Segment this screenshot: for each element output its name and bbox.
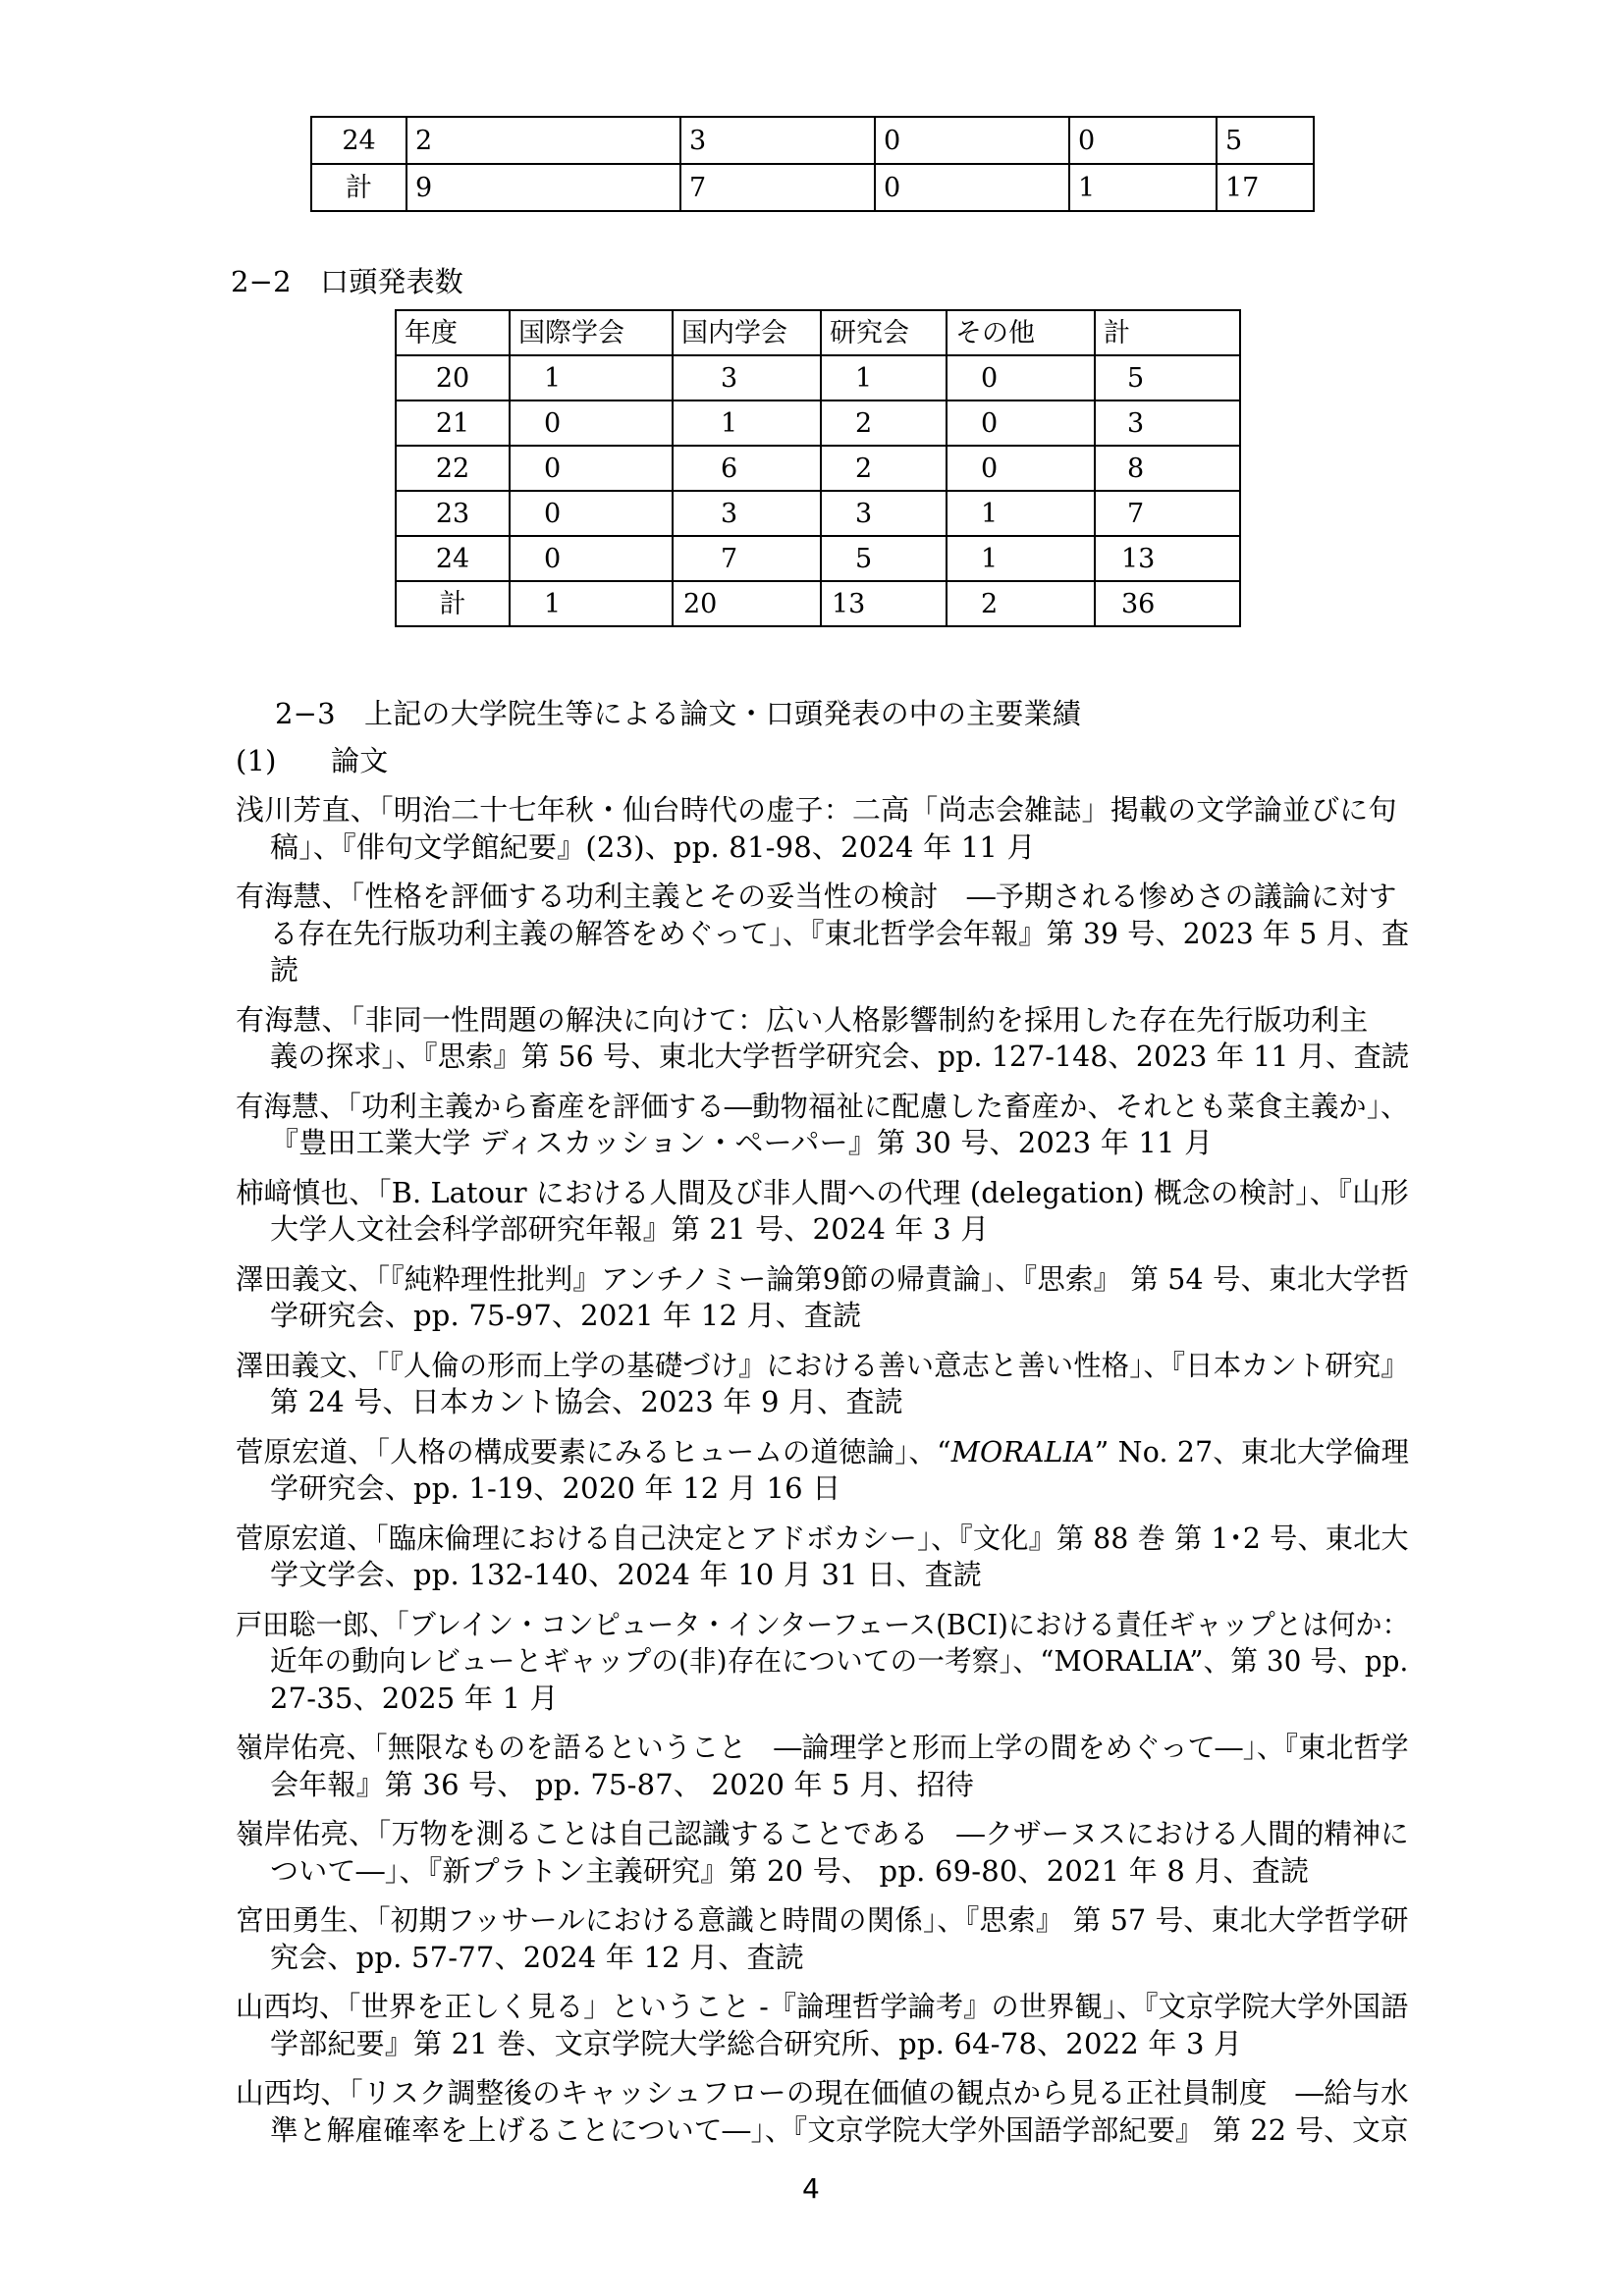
table-cell: 5 <box>1095 355 1240 400</box>
table-cell: 3 <box>1095 400 1240 446</box>
table-row <box>311 164 1314 211</box>
table-header-cell: 計 <box>1095 310 1240 355</box>
table-cell: 36 <box>1095 581 1240 626</box>
paper-entry-line: 山西均、「リスク調整後のキャッシュフローの現在価値の観点から見る正社員制度 ―給与水 <box>236 2076 1409 2109</box>
table-row <box>396 536 1240 581</box>
table-cell: 9 <box>406 164 680 211</box>
paper-entry-line: 学文学会、pp. 132-140、2024 年 10 月 31 日、査読 <box>270 1558 982 1591</box>
table-cell: 3 <box>680 117 875 164</box>
table-header-row <box>396 310 1240 355</box>
table-cell: 0 <box>947 400 1095 446</box>
paper-entry-line: 柿﨑慎也、「B. Latour における人間及び非人間への代理 (delegation) 概念の検討」、『山形 <box>236 1175 1409 1209</box>
subheading-papers: 論文 <box>331 744 389 777</box>
table-cell: 0 <box>875 117 1069 164</box>
table-cell: 6 <box>673 446 821 491</box>
table-cell: 2 <box>821 400 947 446</box>
paper-entry-line: 義の探求」、『思索』第 56 号、東北大学哲学研究会、pp. 127-148、2023 年 11 月、査読 <box>270 1040 1410 1073</box>
table-cell: 1 <box>673 400 821 446</box>
table-cell: 7 <box>1095 491 1240 536</box>
paper-entry-line: 澤田義文、「『人倫の形而上学の基礎づけ』における善い意志と善い性格」、『日本カント研究』 <box>236 1348 1409 1382</box>
subheading-number: (1) <box>236 744 277 777</box>
table-cell: 0 <box>1069 117 1217 164</box>
paper-entry-line: 大学人文社会科学部研究年報』第 21 号、2024 年 3 月 <box>270 1212 990 1246</box>
paper-entry-line: 山西均、「世界を正しく見る」ということ -『論理哲学論考』の世界観」、『文京学院大学外国語 <box>236 1990 1409 2023</box>
table-row <box>396 355 1240 400</box>
table-year-cell: 23 <box>396 491 510 536</box>
table-cell: 2 <box>947 581 1095 626</box>
table-cell: 1 <box>947 491 1095 536</box>
table-cell: 0 <box>875 164 1069 211</box>
section-2-3-heading: 2−3 上記の大学院生等による論文・口頭発表の中の主要業績 <box>275 697 1082 730</box>
citation-text: ” No. 27、東北大学倫理 <box>1094 1434 1410 1468</box>
table-year-cell: 24 <box>396 536 510 581</box>
paper-entry-line: 27-35、2025 年 1 月 <box>270 1681 559 1715</box>
table-cell: 0 <box>510 446 673 491</box>
paper-entry-line: 有海慧、「性格を評価する功利主義とその妥当性の検討 ―予期される惨めさの議論に対す <box>236 880 1397 913</box>
table-cell: 5 <box>821 536 947 581</box>
table-cell: 1 <box>510 581 673 626</box>
paper-entry-line: 学研究会、pp. 1-19、2020 年 12 月 16 日 <box>270 1471 841 1505</box>
paper-entry-line: 浅川芳直、「明治二十七年秋・仙台時代の虚子：二高「尚志会雑誌」掲載の文学論並びに句 <box>236 793 1397 827</box>
paper-entry-line: 菅原宏道、「臨床倫理における自己決定とアドボカシー」、『文化』第 88 巻 第 1･2 号、東北大 <box>236 1521 1409 1555</box>
paper-entry-line: 会年報』第 36 号、 pp. 75-87、 2020 年 5 月、招待 <box>270 1767 975 1801</box>
table-header-cell: 年度 <box>396 310 510 355</box>
table-header-cell: その他 <box>947 310 1095 355</box>
table-cell: 13 <box>1095 536 1240 581</box>
table-cell: 2 <box>406 117 680 164</box>
paper-entry-line: 学部紀要』第 21 巻、文京学院大学総合研究所、pp. 64-78、2022 年 3 月 <box>270 2026 1243 2060</box>
paper-entry-line: 有海慧、「非同一性問題の解決に向けて：広い人格影響制約を採用した存在先行版功利主 <box>236 1002 1369 1037</box>
oral-presentation-count-table <box>395 309 1241 627</box>
paper-entry-line <box>236 1433 1409 1470</box>
table-row <box>396 446 1240 491</box>
journal-title-italic: MORALIA <box>950 1434 1095 1468</box>
table-cell: 1 <box>947 536 1095 581</box>
paper-entry-line: 『豊田工業大学 ディスカッション・ペーパー』第 30 号、2023 年 11 月 <box>270 1126 1214 1159</box>
table-cell: 0 <box>947 355 1095 400</box>
table-cell: 13 <box>821 581 947 626</box>
table-year-cell: 20 <box>396 355 510 400</box>
table-cell: 8 <box>1095 446 1240 491</box>
table-cell: 0 <box>510 491 673 536</box>
table-cell: 20 <box>673 581 821 626</box>
table-row <box>396 581 1240 626</box>
table-row <box>396 491 1240 536</box>
publication-count-table-continued <box>310 116 1315 212</box>
table-header-cell: 研究会 <box>821 310 947 355</box>
table-year-cell: 計 <box>396 581 510 626</box>
paper-entry-line: る存在先行版功利主義の解答をめぐって」、『東北哲学会年報』第 39 号、2023 年 5 月、査 <box>270 916 1410 950</box>
table-cell: 1 <box>821 355 947 400</box>
table-cell: 1 <box>510 355 673 400</box>
paper-entry-line: 読 <box>270 953 299 987</box>
table-cell: 7 <box>680 164 875 211</box>
paper-entry-line: 嶺岸佑亮、「無限なものを語るということ ―論理学と形而上学の間をめぐって―」、『東北哲学 <box>236 1731 1409 1764</box>
table-year-cell: 24 <box>311 117 406 164</box>
table-cell: 7 <box>673 536 821 581</box>
page-number: 4 <box>802 2172 820 2205</box>
paper-entry-line: 戸田聡一郎、「ブレイン・コンピュータ・インターフェース(BCI)における責任ギャップとは何か： <box>236 1607 1409 1641</box>
section-2-2-heading: 2−2 口頭発表数 <box>231 265 464 298</box>
table-cell: 17 <box>1217 164 1314 211</box>
paper-entry-line: 有海慧、「功利主義から畜産を評価する―動物福祉に配慮した畜産か、それとも菜食主義か」、 <box>236 1089 1409 1123</box>
table-cell: 0 <box>947 446 1095 491</box>
paper-entry-line: 究会、pp. 57-77、2024 年 12 月、査読 <box>270 1940 804 1974</box>
table-cell: 5 <box>1217 117 1314 164</box>
table-cell: 0 <box>510 400 673 446</box>
table-row <box>311 117 1314 164</box>
table-cell: 3 <box>821 491 947 536</box>
table-header-cell: 国内学会 <box>673 310 821 355</box>
table-year-cell: 21 <box>396 400 510 446</box>
paper-entry-line: 準と解雇確率を上げることについて―」、『文京学院大学外国語学部紀要』 第 22 号、文京 <box>270 2112 1409 2147</box>
paper-entry-line: ついて―」、『新プラトン主義研究』第 20 号、 pp. 69-80、2021 年 8 月、査読 <box>270 1853 1310 1888</box>
table-cell: 1 <box>1069 164 1217 211</box>
paper-entry-line: 学研究会、pp. 75-97、2021 年 12 月、査読 <box>270 1299 862 1332</box>
table-cell: 2 <box>821 446 947 491</box>
paper-entry-line: 稿」、『俳句文学館紀要』(23)、pp. 81-98、2024 年 11 月 <box>270 829 1036 864</box>
table-cell: 0 <box>510 536 673 581</box>
paper-entry-line: 澤田義文、「『純粋理性批判』アンチノミー論第9節の帰責論」、『思索』 第 54 号、東北大学哲 <box>236 1261 1410 1296</box>
table-year-cell: 22 <box>396 446 510 491</box>
table-header-cell: 国際学会 <box>510 310 673 355</box>
table-year-cell: 計 <box>311 164 406 211</box>
table-cell: 3 <box>673 491 821 536</box>
paper-entry-line: 近年の動向レビューとギャップの(非)存在についての一考察」、“MORALIA”、第 30 号、pp. <box>270 1644 1409 1678</box>
table-row <box>396 400 1240 446</box>
paper-entry-line: 宮田勇生、「初期フッサールにおける意識と時間の関係」、『思索』 第 57 号、東北大学哲学研 <box>236 1903 1409 1937</box>
paper-entry-line: 嶺岸佑亮、「万物を測ることは自己認識することである ―クザーヌスにおける人間的精神に <box>236 1817 1409 1850</box>
citation-text: 菅原宏道、「人格の構成要素にみるヒュームの道徳論」、“ <box>236 1434 951 1468</box>
paper-entry-line: 第 24 号、日本カント協会、2023 年 9 月、査読 <box>270 1385 903 1418</box>
table-cell: 3 <box>673 355 821 400</box>
